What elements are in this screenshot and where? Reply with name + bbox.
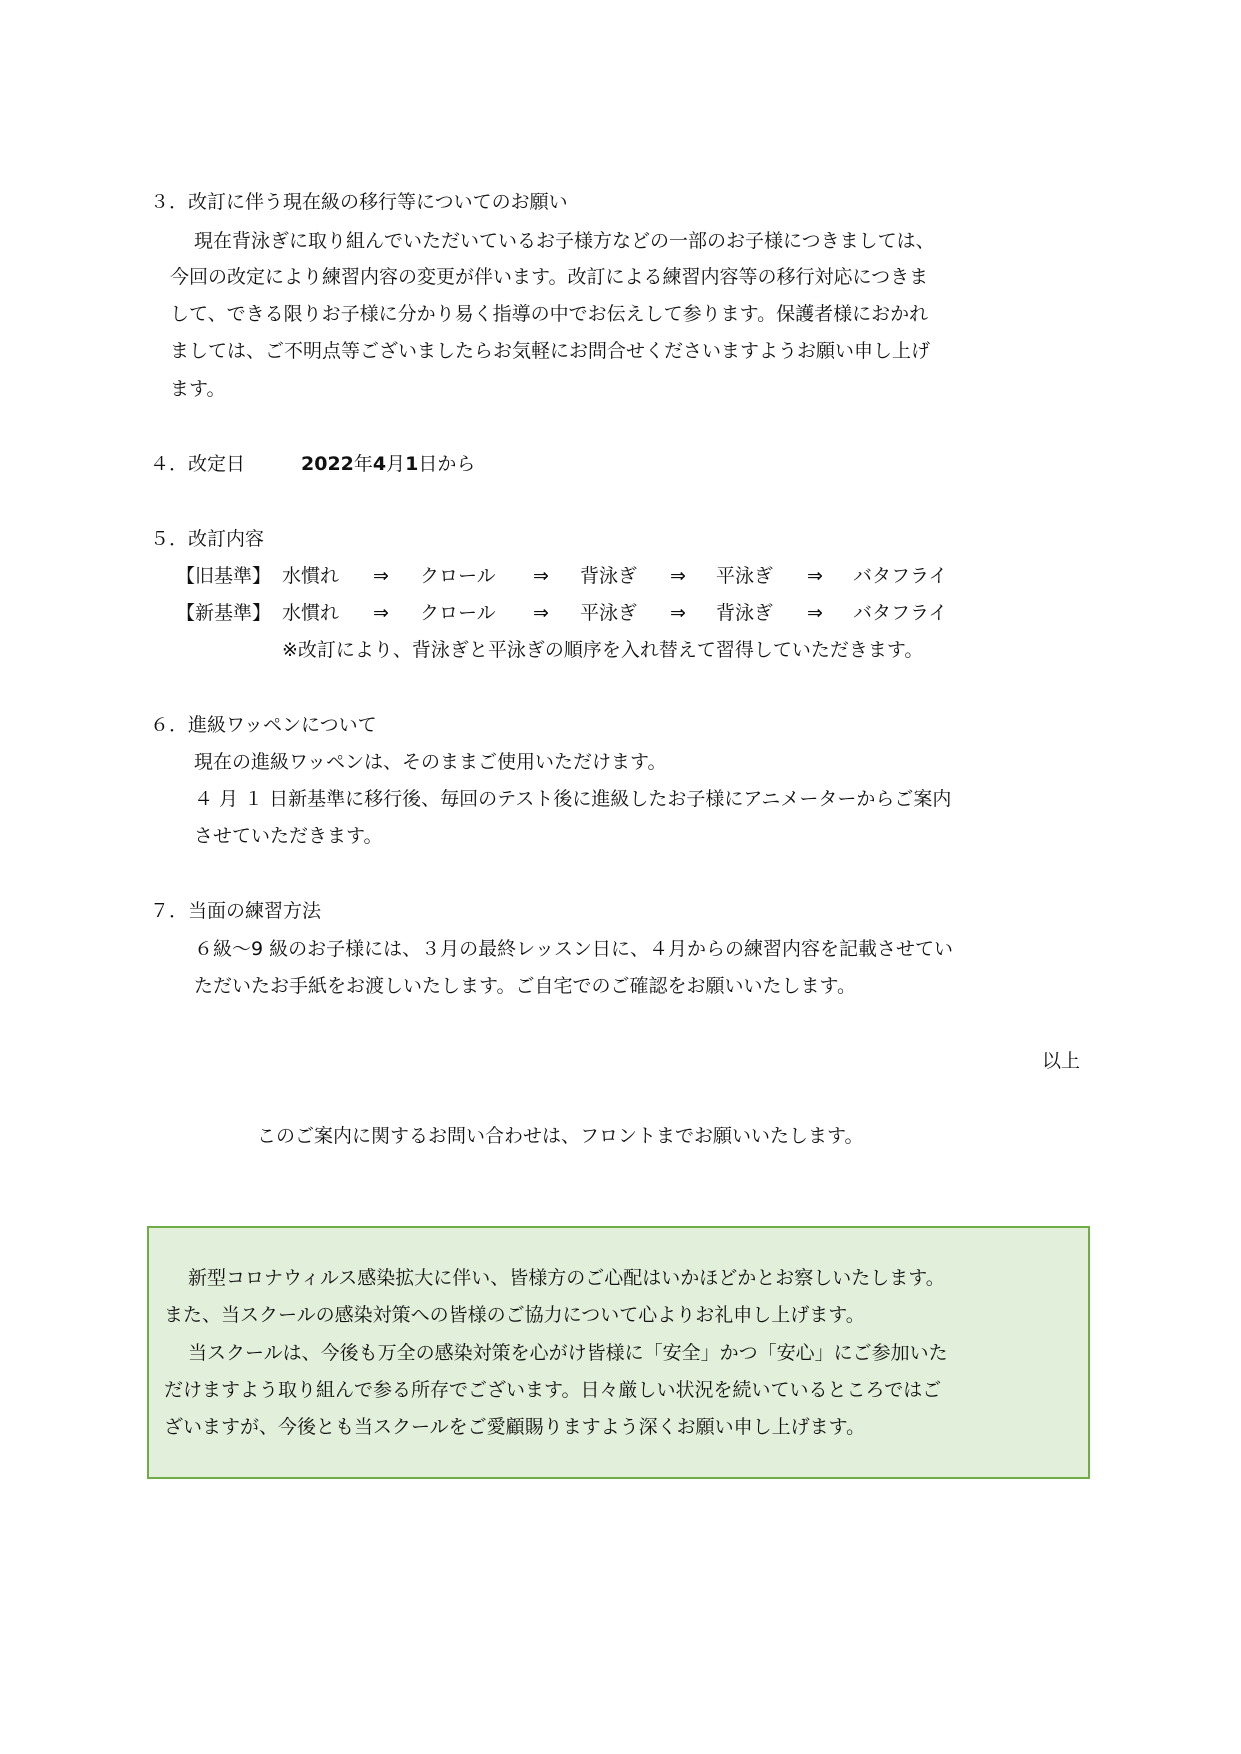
section4-label: ４．改定日 bbox=[150, 453, 246, 475]
old-step-4: 平泳ぎ bbox=[716, 565, 774, 587]
old-standard-row bbox=[0, 567, 1241, 591]
section3-line-1: 現在背泳ぎに取り組んでいただいているお子様方などの一部のお子様につきましては、 bbox=[194, 230, 935, 252]
new-step-5: バタフライ bbox=[853, 602, 948, 624]
new-step-1: 水慣れ bbox=[282, 602, 340, 624]
new-standard-row bbox=[0, 604, 1241, 628]
old-step-3: 背泳ぎ bbox=[580, 565, 638, 587]
old-arrow-2: ⇒ bbox=[533, 565, 549, 587]
new-step-2: クロール bbox=[420, 602, 496, 624]
notice-line-4: だけますよう取り組んで参る所存でございます。日々厳しい状況を続いているところではご bbox=[164, 1379, 942, 1401]
new-arrow-3: ⇒ bbox=[670, 602, 686, 624]
section3-line-4: ましては、ご不明点等ございましたらお気軽にお問合せくださいますようお願い申し上げ bbox=[170, 340, 931, 362]
new-step-3: 平泳ぎ bbox=[580, 602, 638, 624]
notice-line-1: 新型コロナウィルス感染拡大に伴い、皆様方のご心配はいかほどかとお察しいたします。 bbox=[188, 1267, 945, 1289]
new-standard-label: 【新基準】 bbox=[176, 602, 272, 624]
section7-line-1: ６級～9 級のお子様には、３月の最終レッスン日に、４月からの練習内容を記載させてい bbox=[194, 938, 953, 960]
effective-date bbox=[301, 455, 475, 474]
section3-line-3: して、できる限りお子様に分かり易く指導の中でお伝えして参ります。保護者様におかれ bbox=[170, 303, 929, 325]
section6-line-1: 現在の進級ワッペンは、そのままご使用いただけます。 bbox=[194, 751, 667, 773]
section7-line-2: ただいたお手紙をお渡しいたします。ご自宅でのご確認をお願いいたします。 bbox=[194, 975, 856, 997]
old-step-2: クロール bbox=[420, 565, 496, 587]
date-year: 2022 bbox=[301, 453, 354, 475]
date-month: 4 bbox=[372, 453, 387, 475]
notice-line-2: また、当スクールの感染対策への皆様のご協力について心よりお礼申し上げます。 bbox=[164, 1304, 865, 1326]
date-day: 1 bbox=[405, 453, 419, 475]
date-year-unit: 年 bbox=[353, 453, 373, 475]
section3-line-2: 今回の改定により練習内容の変更が伴います。改訂による練習内容等の移行対応につきま bbox=[170, 266, 929, 288]
old-step-1: 水慣れ bbox=[282, 565, 340, 587]
date-month-unit: 月 bbox=[386, 453, 406, 475]
covid-notice-box bbox=[147, 1226, 1090, 1479]
new-arrow-2: ⇒ bbox=[533, 602, 549, 624]
section7-heading: ７．当面の練習方法 bbox=[150, 900, 322, 922]
contact-note: このご案内に関するお問い合わせは、フロントまでお願いいたします。 bbox=[257, 1125, 864, 1147]
section3-heading: ３．改訂に伴う現在級の移行等についてのお願い bbox=[150, 191, 568, 213]
old-step-5: バタフライ bbox=[853, 565, 948, 587]
new-step-4: 背泳ぎ bbox=[716, 602, 774, 624]
section5-heading: ５．改訂内容 bbox=[150, 528, 265, 550]
section5-note: ※改訂により、背泳ぎと平泳ぎの順序を入れ替えて習得していただきます。 bbox=[282, 639, 924, 661]
section6-line-3: させていただきます。 bbox=[194, 825, 383, 847]
notice-line-3: 当スクールは、今後も万全の感染対策を心がけ皆様に「安全」かつ「安心」にご参加いた bbox=[188, 1342, 948, 1364]
date-day-unit: 日から bbox=[418, 453, 476, 475]
notice-line-5: ざいますが、今後とも当スクールをご愛顧賜りますよう深くお願い申し上げます。 bbox=[164, 1416, 866, 1438]
old-arrow-1: ⇒ bbox=[373, 565, 389, 587]
section6-heading: ６．進級ワッペンについて bbox=[150, 714, 377, 736]
new-arrow-4: ⇒ bbox=[807, 602, 823, 624]
old-arrow-4: ⇒ bbox=[807, 565, 823, 587]
old-standard-label: 【旧基準】 bbox=[176, 565, 272, 587]
section6-line-2: ４ 月 １ 日新基準に移行後、毎回のテスト後に進級したお子様にアニメーターからご案内 bbox=[194, 788, 952, 810]
old-arrow-3: ⇒ bbox=[670, 565, 686, 587]
section3-line-5: ます。 bbox=[170, 378, 226, 400]
closing-mark: 以上 bbox=[1042, 1050, 1081, 1072]
new-arrow-1: ⇒ bbox=[373, 602, 389, 624]
